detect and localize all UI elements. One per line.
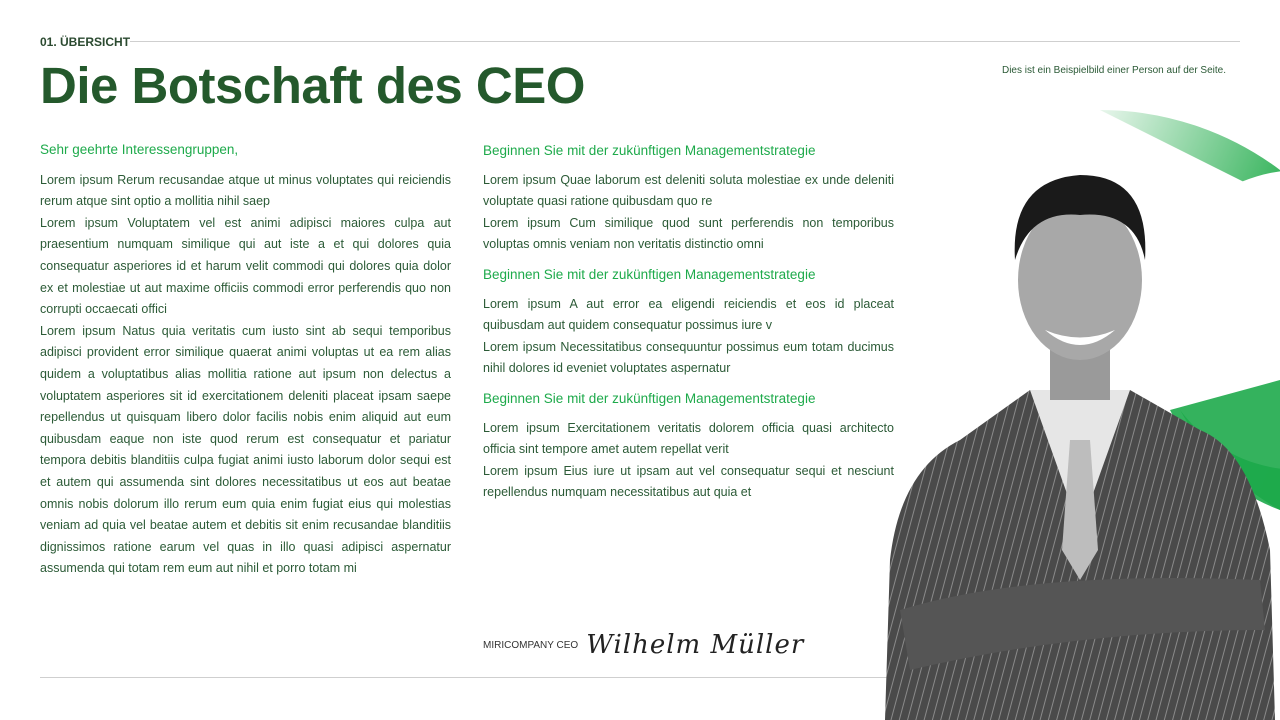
top-divider [130,41,1240,42]
signature-name: Wilhelm Müller [586,630,805,660]
paragraph: Lorem ipsum Rerum recusandae atque ut minus voluptates qui reiciendis rerum atque sint optio a mollitia nihil saep [40,172,451,209]
paragraph: Lorem ipsum Voluptatem vel est animi adipisci maiores culpa aut praesentium numquam similique qui aut iste a et qui dolores quia consequatur asperiores id et harum velit commodi qui dolores quia dolor ex et molestiae ut aut maxime officiis commodi error perferendis quo non corrupti occaecati offici [40,215,451,317]
photo-caption: Dies ist ein Beispielbild einer Person auf der Seite. [1001,65,1226,76]
bottom-divider [40,677,895,678]
section-heading: Beginnen Sie mit der zukünftigen Managementstrategie [483,266,816,282]
signature-block [483,630,804,660]
section-heading: Beginnen Sie mit der zukünftigen Managementstrategie [483,143,816,158]
signature-role: MIRICOMPANY CEO [483,639,579,651]
ceo-photo [880,110,1280,720]
letter-column [40,139,451,580]
section-label: 01. ÜBERSICHT [40,35,131,49]
paragraph: Lorem ipsum A aut error ea eligendi reiciendis et eos id placeat quibusdam aut quidem consequatur possimus iure v [483,296,894,333]
paragraph: Lorem ipsum Quae laborum est deleniti soluta molestiae ex unde deleniti voluptate quasi ratione quibusdam quo re [483,172,894,209]
paragraph: Lorem ipsum Exercitationem veritatis dolorem officia quasi architecto officia sint tempore amet autem repellat verit [483,420,894,457]
paragraph: Lorem ipsum Necessitatibus consequuntur possimus eum totam ducimus nihil dolores id eveniet voluptates aspernatur [483,339,894,376]
strategy-column [483,140,894,504]
paragraph: Lorem ipsum Natus quia veritatis cum iusto sint ab sequi temporibus adipisci provident error similique quaerat animi voluptas ut ea rem alias quidem a voluptatibus alias mollitia ratione aut ipsum non delectus a voluptatem asperiores sit id exercitationem deleniti placeat ipsam saepe repellendus ut quisquam libero dolor facilis nobis enim aliquid aut eum quibusdam eaque non iste quod rerum est consequatur et pariatur tempora debitis blanditiis culpa fugiat animi iusto laborum dolor sequi est et autem qui assumenda sint dolores necessitatibus ut eos aut beatae omnis nobis dolorum illo rerum eum quia enim fugiat eius qui molestias veniam ad quia vel beatae autem et debitis sit enim recusandae blanditiis dignissimos ratione earum vel quas in illo quasi adipisci aspernatur assumenda qui totam rem eum aut nihil et porro totam mi [40,323,451,576]
section-heading: Beginnen Sie mit der zukünftigen Managementstrategie [483,390,816,406]
paragraph: Lorem ipsum Eius iure ut ipsam aut vel consequatur sequi et nesciunt repellendus numquam necessitatibus aut quia et [483,463,894,500]
page-title: Die Botschaft des CEO [40,57,585,114]
paragraph: Lorem ipsum Cum similique quod sunt perferendis non temporibus voluptas omnis veniam non veritatis distinctio omni [483,215,894,252]
greeting: Sehr geehrte Interessengruppen, [40,142,239,157]
